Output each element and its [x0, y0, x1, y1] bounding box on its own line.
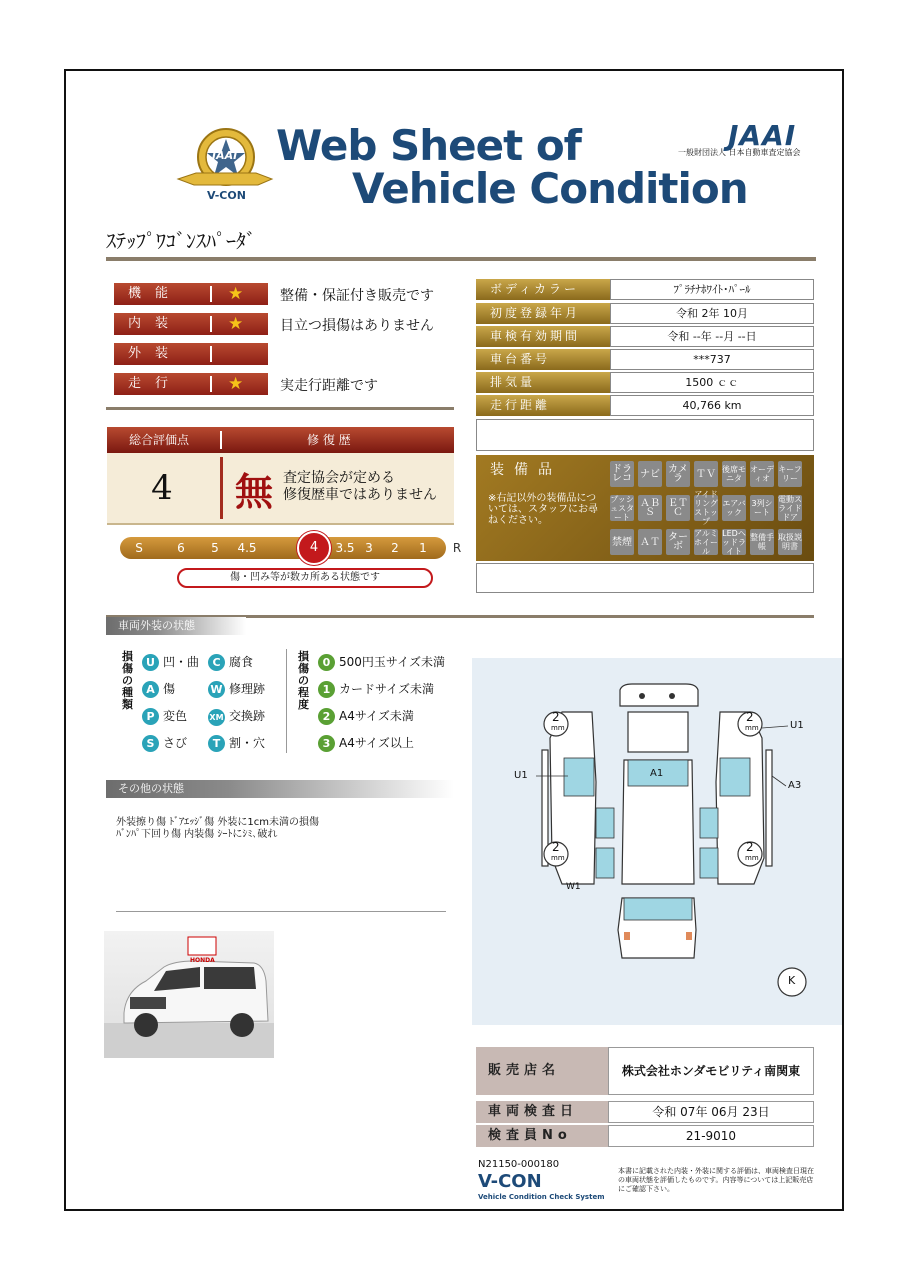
- spec-value: ***737: [610, 349, 814, 370]
- damage-text: 腐食: [229, 655, 254, 669]
- equip-item: LEDヘッドライト: [722, 528, 746, 556]
- rating-label: 外装: [128, 346, 183, 361]
- damage-mark: A1: [650, 768, 664, 779]
- degree-code: 0: [318, 654, 335, 671]
- history-text-2: 修復歴車ではありません: [283, 487, 437, 503]
- degree-text: A4サイズ以上: [339, 736, 414, 750]
- mm-unit: mm: [745, 724, 759, 732]
- equipment-note: ※右記以外の装備品については、スタッフにお尋ねください。: [488, 493, 598, 526]
- vcon-badge: [174, 127, 274, 207]
- damage-type: [142, 653, 199, 671]
- damage-text: 割・穴: [229, 736, 266, 750]
- history-text: [283, 470, 437, 504]
- damage-type: [142, 707, 187, 725]
- rating-interior: [114, 313, 268, 335]
- scale-step: 5: [211, 541, 219, 555]
- title-line-2: Vehicle Condition: [352, 164, 748, 213]
- rating-text: 実走行距離です: [280, 378, 378, 394]
- sheet-code: N21150-000180: [478, 1159, 560, 1170]
- scale-step: R: [452, 541, 462, 555]
- other-notes: [116, 817, 319, 841]
- other-divider: [116, 911, 446, 912]
- spec-value: ﾌﾟﾗﾁﾅﾎﾜｲﾄ･ﾊﾟｰﾙ: [610, 279, 814, 300]
- mm-unit: mm: [745, 854, 759, 862]
- car-outline-diagram: [472, 658, 842, 1025]
- mm-unit: mm: [551, 854, 565, 862]
- spec-blank-box: [476, 419, 814, 451]
- damage-code: XM: [208, 709, 225, 726]
- equipment-panel: [476, 455, 814, 561]
- damage-type: [208, 734, 265, 752]
- rating-text: 目立つ損傷はありません: [280, 318, 434, 334]
- damage-diagram: [472, 658, 842, 1025]
- rating-exterior: [114, 343, 268, 365]
- damage-type-label: 損傷の種類: [122, 650, 133, 711]
- equip-item: 整備手帳: [750, 529, 774, 555]
- damage-type: [208, 707, 265, 726]
- scale-step: 1: [419, 541, 427, 555]
- scale-step: 6: [177, 541, 185, 555]
- divider-left: [106, 407, 454, 410]
- inspector-label: 検査員No: [476, 1125, 608, 1147]
- scale-step: S: [135, 541, 143, 555]
- footer-brand-sub: Vehicle Condition Check System: [478, 1193, 605, 1201]
- equip-item: 電動スライドドア: [778, 494, 802, 522]
- inspector-value: 21-9010: [608, 1125, 814, 1147]
- damage-degree: [318, 707, 414, 725]
- history-mark: 無: [235, 469, 274, 514]
- mm-value: 2: [552, 710, 560, 724]
- equip-item: 後席モニタ: [722, 461, 746, 487]
- damage-code: W: [208, 681, 225, 698]
- damage-code: S: [142, 735, 159, 752]
- damage-mark: W1: [566, 882, 581, 892]
- damage-type: [142, 734, 187, 752]
- car-photo-illustration: [104, 931, 274, 1058]
- grade-scale: [120, 537, 462, 559]
- equip-item: オーディオ: [750, 461, 774, 487]
- equip-item: 3列シート: [750, 495, 774, 521]
- other-line-2: ﾊﾞﾝﾊﾟ下回り傷 内装傷 ｼｰﾄにｼﾐ､破れ: [116, 829, 278, 840]
- jaai-logo: JAAI: [728, 119, 797, 152]
- inspection-date-label: 車両検査日: [476, 1101, 608, 1123]
- damage-mark: U1: [790, 720, 804, 731]
- scale-current: 4: [297, 531, 331, 565]
- damage-text: 修理跡: [229, 682, 266, 696]
- rating-label: 走行: [128, 376, 183, 391]
- star-icon: ★: [228, 284, 244, 304]
- rating-divider: [210, 286, 212, 302]
- history-text-1: 査定協会が定める: [283, 470, 395, 486]
- exterior-section-title: 車両外装の状態: [106, 617, 246, 635]
- mm-value: 2: [746, 840, 754, 854]
- scale-step: 4.5: [237, 541, 257, 555]
- shop-label: 販売店名: [476, 1047, 608, 1095]
- equip-item: ナビ: [638, 461, 662, 487]
- spec-label: 排気量: [476, 372, 610, 393]
- equip-item: アルミホイール: [694, 528, 718, 556]
- dealer-brand: HONDA: [190, 957, 215, 964]
- degree-text: A4サイズ未満: [339, 709, 414, 723]
- spec-label: 車台番号: [476, 349, 610, 370]
- damage-degree: [318, 680, 434, 698]
- equip-item: エアバック: [722, 495, 746, 521]
- equip-item: 禁煙: [610, 529, 634, 555]
- scale-step: 3.5: [335, 541, 355, 555]
- spec-value: 1500 ｃｃ: [610, 372, 814, 393]
- other-line-1: 外装擦り傷 ﾄﾞｱｴｯｼﾞ傷 外装に1cm未満の損傷: [116, 817, 319, 828]
- damage-code: A: [142, 681, 159, 698]
- equip-item: ＡＴ: [638, 529, 662, 555]
- condition-sheet: [64, 69, 844, 1211]
- equip-item: キーフリー: [778, 461, 802, 487]
- equip-item: アイドリングストップ: [694, 490, 718, 526]
- degree-code: 2: [318, 708, 335, 725]
- equipment-blank-box: [476, 563, 814, 593]
- damage-degree: [318, 653, 445, 671]
- other-section-title: その他の状態: [106, 780, 454, 798]
- score-divider: [220, 457, 223, 519]
- equip-item: ターボ: [666, 529, 690, 555]
- badge-text: V-CON: [207, 189, 246, 202]
- shop-value: 株式会社ホンダモビリティ南関東: [608, 1047, 814, 1095]
- damage-text: 交換跡: [229, 709, 266, 723]
- damage-text: 傷: [163, 682, 176, 696]
- rating-text: 整備・保証付き販売です: [280, 288, 434, 304]
- damage-code: T: [208, 735, 225, 752]
- spec-label: 走行距離: [476, 395, 610, 416]
- rating-divider: [210, 316, 212, 332]
- rating-divider: [210, 346, 212, 362]
- inspection-date-value: 令和 07年 06月 23日: [608, 1101, 814, 1123]
- degree-text: カードサイズ未満: [339, 682, 435, 696]
- history-label: 修 復 歴: [307, 433, 351, 447]
- damage-code: U: [142, 654, 159, 671]
- equip-item: プッシュスタート: [610, 494, 634, 522]
- vehicle-photo: [104, 931, 274, 1058]
- overall-grade: 4: [151, 468, 173, 508]
- damage-code: C: [208, 654, 225, 671]
- damage-text: 変色: [163, 709, 188, 723]
- spec-label: 初度登録年月: [476, 303, 610, 324]
- star-icon: ★: [228, 374, 244, 394]
- equip-item: ドラレコ: [610, 461, 634, 487]
- rating-divider: [210, 376, 212, 392]
- org-name: 一般財団法人 日本自動車査定協会: [678, 148, 801, 157]
- degree-code: 1: [318, 681, 335, 698]
- equip-item: ＴＶ: [694, 461, 718, 487]
- car-name: ｽﾃｯﾌﾟﾜｺﾞﾝｽﾊﾟｰﾀﾞ: [106, 229, 256, 253]
- spec-value: 令和 --年 --月 --日: [610, 326, 814, 347]
- grade-hint: 傷・凹み等が数カ所ある状態です: [177, 568, 433, 588]
- damage-mark: K: [788, 974, 796, 987]
- spec-label: ボディカラー: [476, 279, 610, 300]
- rating-mileage: [114, 373, 268, 395]
- damage-code: P: [142, 708, 159, 725]
- degree-code: 3: [318, 735, 335, 752]
- scale-step: 2: [391, 541, 399, 555]
- mm-unit: mm: [551, 724, 565, 732]
- damage-type: [208, 653, 253, 671]
- divider-top: [106, 257, 816, 261]
- mm-value: 2: [746, 710, 754, 724]
- rating-label: 機能: [128, 286, 183, 301]
- rating-label: 内装: [128, 316, 183, 331]
- spec-label: 車検有効期間: [476, 326, 610, 347]
- star-icon: ★: [228, 314, 244, 334]
- damage-degree-label: 損傷の程度: [298, 650, 309, 711]
- score-header: [107, 427, 454, 453]
- mm-value: 2: [552, 840, 560, 854]
- equip-item: カメラ: [666, 461, 690, 487]
- damage-mark: U1: [514, 770, 528, 781]
- rating-function: [114, 283, 268, 305]
- equip-item: ＥＴＣ: [666, 495, 690, 521]
- score-body: [107, 453, 454, 525]
- grade-label: 総合評価点: [129, 433, 190, 447]
- damage-text: さび: [163, 736, 188, 750]
- spec-value: 令和 2年 10月: [610, 303, 814, 324]
- damage-degree: [318, 734, 414, 752]
- equip-item: ＡＢＳ: [638, 495, 662, 521]
- damage-mark: A3: [788, 780, 802, 791]
- footer-brand: V-CON: [478, 1171, 542, 1192]
- degree-text: 500円玉サイズ未満: [339, 655, 445, 669]
- score-header-divider: [220, 431, 222, 449]
- damage-type: [208, 680, 265, 698]
- equipment-title: 装備品: [490, 462, 562, 478]
- footer-disclaimer: 本書に記載された内装・外装に関する評価は、車両検査日現在の車両状態を評価したものです。内容等については上記販売店にご確認下さい。: [618, 1167, 814, 1193]
- equip-item: 取扱説明書: [778, 529, 802, 555]
- spec-value: 40,766 km: [610, 395, 814, 416]
- badge-inner-text: JAAI: [212, 149, 238, 162]
- damage-text: 凹・曲: [163, 655, 200, 669]
- damage-type: [142, 680, 175, 698]
- scale-step: 3: [365, 541, 373, 555]
- legend-divider: [286, 649, 287, 753]
- title-line-1: Web Sheet of: [276, 121, 581, 170]
